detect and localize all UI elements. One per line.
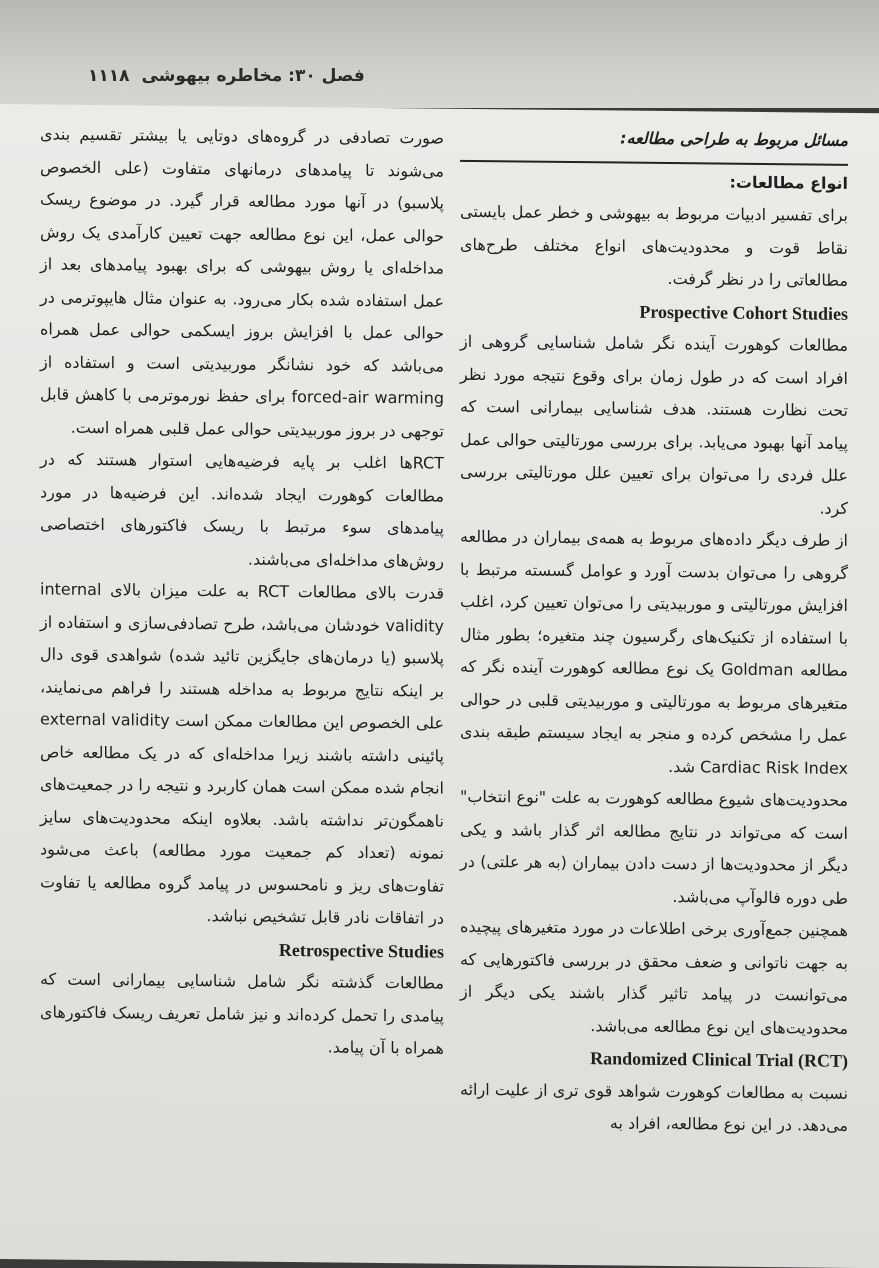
- intro-paragraph: برای تفسیر ادبیات مربوط به بیهوشی و خطر عمل بایستی نقاط قوت و محدودیت‌های انواع مختلف طرح‌های مطالعاتی را در نظر گرفت.: [460, 201, 848, 290]
- prospective-paragraph-2: از طرف دیگر داده‌های مربوط به همه‌ی بیماران در مطالعه گروهی را می‌توان بدست آورد و عوامل گسسته مرتبط با افزایش مورتالیتی و موربیدیتی را می‌توان تعیین کرد، اغلب با استفاده از تکنیک‌های رگرسیون چند متغیره؛ بطور مثال مطالعه Goldman یک نوع مطالعه کوهورت آینده نگر که متغیرهای مربوط به مورتالیتی و موربیدیتی قلبی در حوالی عمل را مشخص کرده و منجر به ایجاد سیستم طبقه بندی Cardiac Risk Index شد.: [460, 526, 849, 778]
- rct-heading: Randomized Clinical Trial (RCT): [590, 1048, 848, 1071]
- prospective-paragraph-1: مطالعات کوهورت آینده نگر شامل شناسایی گروهی از افراد است که در طول زمان برای وقوع نتیجه مورد نظر تحت نظارت هستند. هدف شناسایی بیمارانی است که پیامد آنها بهبود می‌یابد. برای بررسی مورتالیتی حوالی عمل علل فردی را می‌توان برای تعیین علل مورتالیتی بررسی کرد.: [460, 331, 848, 518]
- rct-paragraph-3: قدرت بالای مطالعات RCT به علت میزان بالای internal validity خودشان می‌باشد، طرح تصادفی‌سازی و استفاده از پلاسبو (یا درمان‌های جایگزین تائید شده) شواهدی قوی دال بر اینکه نتایج مربوط به مداخله هستند را فراهم می‌نمایند، علی الخصوص این مطالعات ممکن است external validity پائینی داشته باشند زیرا مداخله‌ای که در یک مطالعه خاص انجام شده ممکن است همان کاربرد و نتیجه را در جمعیت‌های ناهمگون‌تر نداشته باشد. بعلاوه اینکه محدودیت‌های سایز نمونه (تعداد کم جمعیت مورد مطالعه) باعث می‌شود تفاوت‌های ریز و نامحسوس در پیامد گروه مطالعه یا تفاوت در اتفاقات نادر قابل تشخیص نباشد.: [40, 579, 445, 928]
- prospective-paragraph-3: محدودیت‌های شیوع مطالعه کوهورت به علت "نوع انتخاب" است که می‌تواند در نتایج مطالعه اثر گذار باشد و یکی دیگر از محدودیت‌ها از دست دادن بیماران (به هر علتی) در طی دوره فالوآپ می‌باشد.: [460, 786, 848, 908]
- page-number: ۱۱۱۸: [88, 66, 130, 86]
- right-column: [460, 121, 848, 1143]
- section-title: مسائل مربوط به طراحی مطالعه:: [620, 128, 848, 150]
- prospective-heading: Prospective Cohort Studies: [639, 301, 848, 324]
- retrospective-paragraph: مطالعات گذشته نگر شامل شناسایی بیمارانی است که پیامدی را تحمل کرده‌اند و نیز شامل تعریف ریسک فاکتورهای همراه با آن پیامد.: [40, 969, 444, 1058]
- rct-paragraph-1: نسبت به مطالعات کوهورت شواهد قوی تری از علیت ارائه می‌دهد. در این نوع مطالعه، افراد به: [460, 1079, 848, 1135]
- retrospective-heading: Retrospective Studies: [278, 939, 444, 962]
- chapter-title: فصل ۳۰: مخاطره بیهوشی: [141, 66, 365, 86]
- subsection-title: انواع مطالعات:: [729, 172, 848, 193]
- top-margin: [0, 0, 879, 108]
- prospective-paragraph-4: همچنین جمع‌آوری برخی اطلاعات در مورد متغیرهای پیچیده به جهت ناتوانی و ضعف محقق در بررسی فاکتورهایی که می‌توانست در پیامد تاثیر گذار باشند یکی دیگر از محدودیت‌های این نوع مطالعه می‌باشد.: [460, 916, 848, 1038]
- running-header: [88, 66, 365, 86]
- rct-paragraph-1-continued: صورت تصادفی در گروه‌های دوتایی یا بیشتر تقسیم بندی می‌شوند تا پیامدهای درمانهای متفاوت (علی الخصوص پلاسبو) در آنها مورد مطالعه قرار گیرد. در موضوع ریسک حوالی عمل، این نوع مطالعه جهت تعیین کارآمدی یک روش مداخله‌ای یا روش بیهوشی که برای بهبود پیامدهای بعد از عمل استفاده شده بکار می‌رود. به عنوان مثال هایپوترمی در حوالی عمل با افزایش بروز ایسکمی حوالی عمل همراه می‌باشد که خود نشانگر موربیدیتی است و استفاده از forced-air warming برای حفظ نورموترمی با کاهش قابل توجهی در بروز موربیدیتی حوالی عمل قلبی همراه است.: [40, 124, 445, 441]
- left-column: [40, 118, 444, 1065]
- rct-paragraph-2: RCTها اغلب بر پایه فرضیه‌هایی استوار هستند که در مطالعات کوهورت ایجاد شده‌اند. این فرضیه‌ها در مورد پیامدهای سوء مرتبط با ریسک فاکتورهای اختصاصی روش‌های مداخله‌ای می‌باشند.: [40, 449, 444, 571]
- book-page: [0, 104, 879, 1268]
